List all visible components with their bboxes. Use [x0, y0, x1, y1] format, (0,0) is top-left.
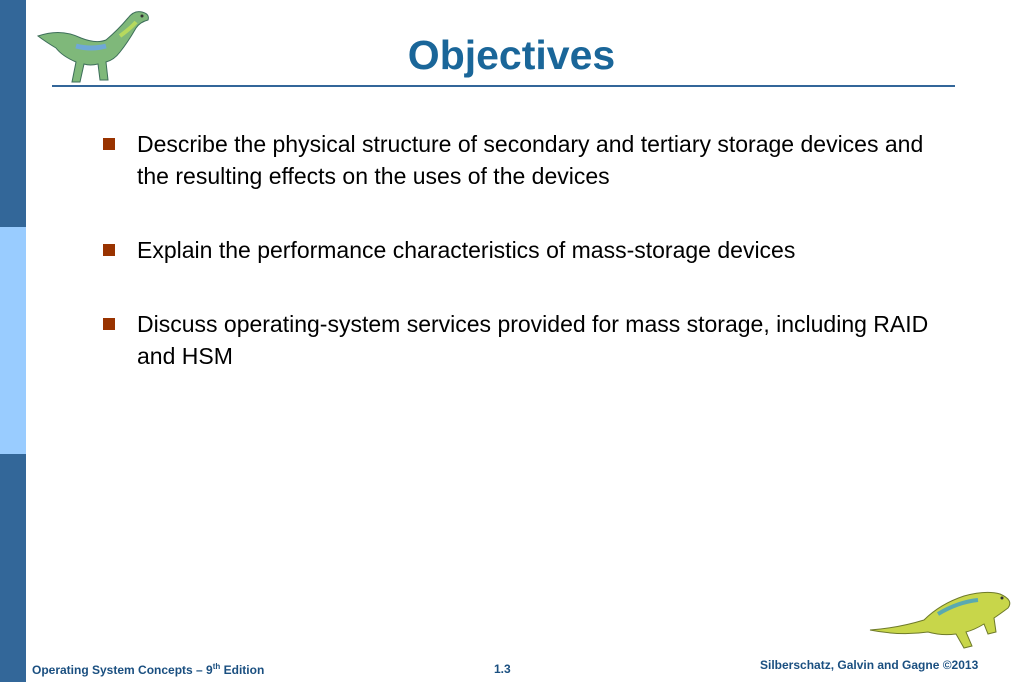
sidebar-band-middle: [0, 227, 26, 454]
square-bullet-icon: [103, 138, 115, 150]
footer-page-number: 1.3: [494, 662, 511, 676]
bullet-item: [100, 308, 960, 372]
slide-title: Objectives: [407, 32, 616, 78]
dinosaur-icon: [868, 584, 1016, 656]
footer-book-title: Operating System Concepts – 9th Edition: [32, 662, 265, 677]
bullet-text: Discuss operating-system services provided for mass storage, including RAID and HSM: [137, 311, 929, 369]
square-bullet-icon: [103, 318, 115, 330]
footer-copyright: Silberschatz, Galvin and Gagne ©2013: [760, 658, 979, 672]
bullet-text: Explain the performance characteristics of mass-storage devices: [137, 237, 796, 263]
bullet-list: [100, 128, 960, 414]
bullet-text: Describe the physical structure of secondary and tertiary storage devices and the resulting effects on the uses of the devices: [137, 131, 924, 189]
bullet-item: [100, 234, 960, 266]
square-bullet-icon: [103, 244, 115, 256]
sidebar-band-bottom: [0, 454, 26, 682]
bullet-item: [100, 128, 960, 192]
title-divider: [52, 85, 955, 87]
